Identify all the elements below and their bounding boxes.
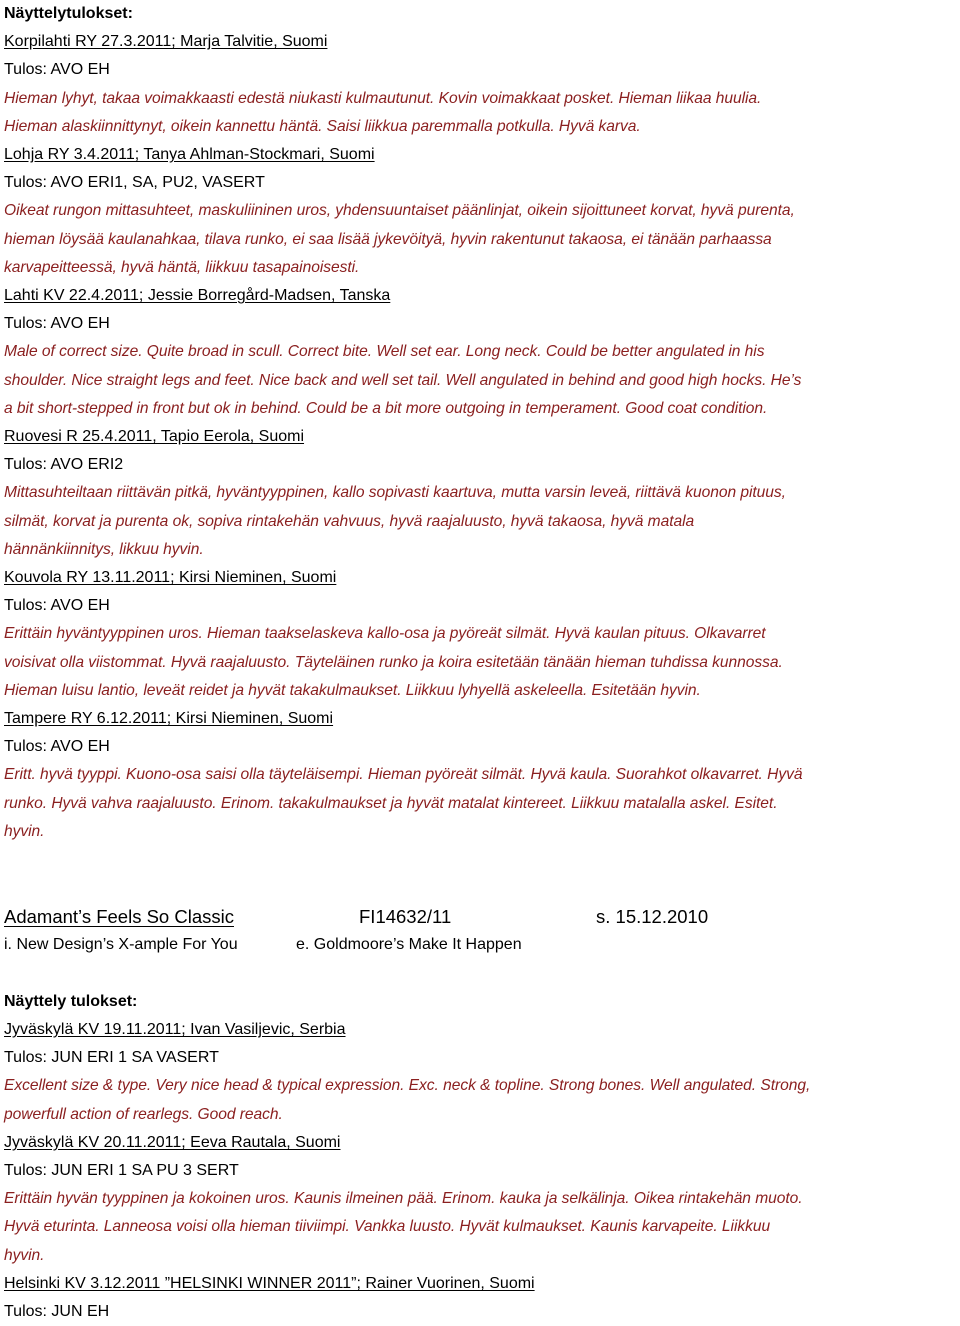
show-result: Tulos: AVO EH bbox=[4, 61, 110, 79]
section-heading: Näyttely tulokset: bbox=[4, 992, 138, 1010]
judge-comment-line: Male of correct size. Quite broad in scull. Correct bite. Well set ear. Long neck. Could be better angulated in his bbox=[4, 343, 765, 361]
judge-comment-line: Oikeat rungon mittasuhteet, maskuliininen uros, yhdensuuntaiset päänlinjat, oikein sijoittuneet korvat, hyvä purenta, bbox=[4, 202, 795, 220]
blank-line bbox=[4, 846, 956, 874]
show-venue-judge: Tampere RY 6.12.2011; Kirsi Nieminen, Suomi bbox=[4, 710, 334, 728]
dog-birthdate: s. 15.12.2010 bbox=[596, 906, 709, 928]
show-result: Tulos: AVO ERI2 bbox=[4, 456, 124, 474]
judge-comment-line: powerfull action of rearlegs. Good reach. bbox=[4, 1105, 283, 1123]
show-result: Tulos: AVO EH bbox=[4, 738, 110, 756]
judge-comment-line: Hyvä eturinta. Lanneosa voisi olla hieman tiiviimpi. Vankka luusto. Hyvät kulmaukset. Kaunis karvapeite. Liikkuu bbox=[4, 1218, 771, 1236]
judge-comment-line: Mittasuhteiltaan riittävän pitkä, hyväntyyppinen, kallo sopivasti kaartuva, mutta varsin leveä, riittävä kuonon pituus, bbox=[4, 484, 786, 502]
judge-comment-line: Hieman lyhyt, takaa voimakkaasti edestä niukasti kulmautunut. Kovin voimakkaat posket. Hieman liikaa huulia. bbox=[4, 89, 762, 107]
show-result: Tulos: AVO EH bbox=[4, 315, 110, 333]
show-venue-judge: Kouvola RY 13.11.2011; Kirsi Nieminen, Suomi bbox=[4, 569, 337, 587]
show-result: Tulos: AVO ERI1, SA, PU2, VASERT bbox=[4, 174, 265, 192]
judge-comment-line: Hieman luisu lantio, leveät reidet ja hyvät takakulmaukset. Liikkuu lyhyellä askeleella. Esitetään hyvin. bbox=[4, 681, 701, 699]
judge-comment-line: karvapeitteessä, hyvä häntä, liikkuu tasapainoisesti. bbox=[4, 258, 360, 276]
judge-comment-line: Eritt. hyvä tyyppi. Kuono-osa saisi olla täyteläisempi. Hieman pyöreät silmät. Hyvä kaula. Suorahkot olkavarret. Hyvä bbox=[4, 766, 803, 784]
dog-parents bbox=[4, 931, 956, 959]
judge-comment-line: shoulder. Nice straight legs and feet. Nice back and well set tail. Well angulated in behind and good high hocks. He’s bbox=[4, 371, 802, 389]
dog-sire: i. New Design’s X-ample For You bbox=[4, 936, 238, 954]
judge-comment-line: a bit short-stepped in front but ok in behind. Could be a bit more outgoing in temperament. Good coat condition. bbox=[4, 399, 768, 417]
dog-registration: FI14632/11 bbox=[359, 906, 452, 928]
blank-line bbox=[4, 874, 956, 902]
judge-comment-line: hieman löysää kaulanahkaa, tilava runko, ei saa lisää jykevöityä, hyvin rakentunut takaosa, ei tänään parhaassa bbox=[4, 230, 772, 248]
judge-comment-line: Erittäin hyvän tyyppinen ja kokoinen uros. Kaunis ilmeinen pää. Erinom. kauka ja selkälinja. Oikea rintakehän muoto. bbox=[4, 1190, 803, 1208]
judge-comment-line: Excellent size & type. Very nice head & typical expression. Exc. neck & topline. Strong bones. Well angulated. Strong, bbox=[4, 1077, 811, 1095]
judge-comment-line: Hieman alaskiinnittynyt, oikein kannettu häntä. Saisi liikkua paremmalla potkulla. Hyvä karva. bbox=[4, 117, 641, 135]
show-venue-judge: Lahti KV 22.4.2011; Jessie Borregård-Madsen, Tanska bbox=[4, 287, 391, 305]
show-results-section-1 bbox=[4, 0, 956, 846]
blank-line bbox=[4, 960, 956, 988]
show-venue-judge: Lohja RY 3.4.2011; Tanya Ahlman-Stockmari, Suomi bbox=[4, 146, 375, 164]
dog-name: Adamant’s Feels So Classic bbox=[4, 906, 234, 928]
judge-comment-line: Erittäin hyväntyyppinen uros. Hieman taakselaskeva kallo-osa ja pyöreät silmät. Hyvä kaulan pituus. Olkavarret bbox=[4, 625, 766, 643]
show-results-section-2 bbox=[4, 988, 956, 1326]
judge-comment-line: voisivat olla viistommat. Hyvä raajaluusto. Täyteläinen runko ja koira esitetään tänään hieman tuhdissa kunnossa. bbox=[4, 653, 783, 671]
show-venue-judge: Jyväskylä KV 19.11.2011; Ivan Vasiljevic, Serbia bbox=[4, 1021, 346, 1039]
section-heading: Näyttelytulokset: bbox=[4, 5, 133, 22]
dog-dam: e. Goldmoore’s Make It Happen bbox=[296, 936, 522, 954]
dog-header bbox=[4, 902, 956, 931]
judge-comment-line: hännänkiinnitys, likkuu hyvin. bbox=[4, 540, 204, 558]
judge-comment-line: silmät, korvat ja purenta ok, sopiva rintakehän vahvuus, hyvä raajaluusto, hyvä takaosa, hyvä matala bbox=[4, 512, 695, 530]
show-result: Tulos: AVO EH bbox=[4, 597, 110, 615]
show-result: Tulos: JUN ERI 1 SA PU 3 SERT bbox=[4, 1162, 239, 1180]
show-venue-judge: Ruovesi R 25.4.2011, Tapio Eerola, Suomi bbox=[4, 428, 305, 446]
show-venue-judge: Helsinki KV 3.12.2011 ”HELSINKI WINNER 2011”; Rainer Vuorinen, Suomi bbox=[4, 1274, 535, 1292]
show-venue-judge: Korpilahti RY 27.3.2011; Marja Talvitie, Suomi bbox=[4, 33, 328, 51]
show-venue-judge: Jyväskylä KV 20.11.2011; Eeva Rautala, Suomi bbox=[4, 1133, 341, 1151]
document-page bbox=[4, 0, 956, 1326]
judge-comment-line: hyvin. bbox=[4, 822, 45, 840]
show-result: Tulos: JUN EH bbox=[4, 1303, 110, 1321]
judge-comment-line: runko. Hyvä vahva raajaluusto. Erinom. takakulmaukset ja hyvät matalat kintereet. Liikkuu matalalla askel. Esitet. bbox=[4, 794, 778, 812]
show-result: Tulos: JUN ERI 1 SA VASERT bbox=[4, 1049, 219, 1067]
judge-comment-line: hyvin. bbox=[4, 1246, 45, 1264]
